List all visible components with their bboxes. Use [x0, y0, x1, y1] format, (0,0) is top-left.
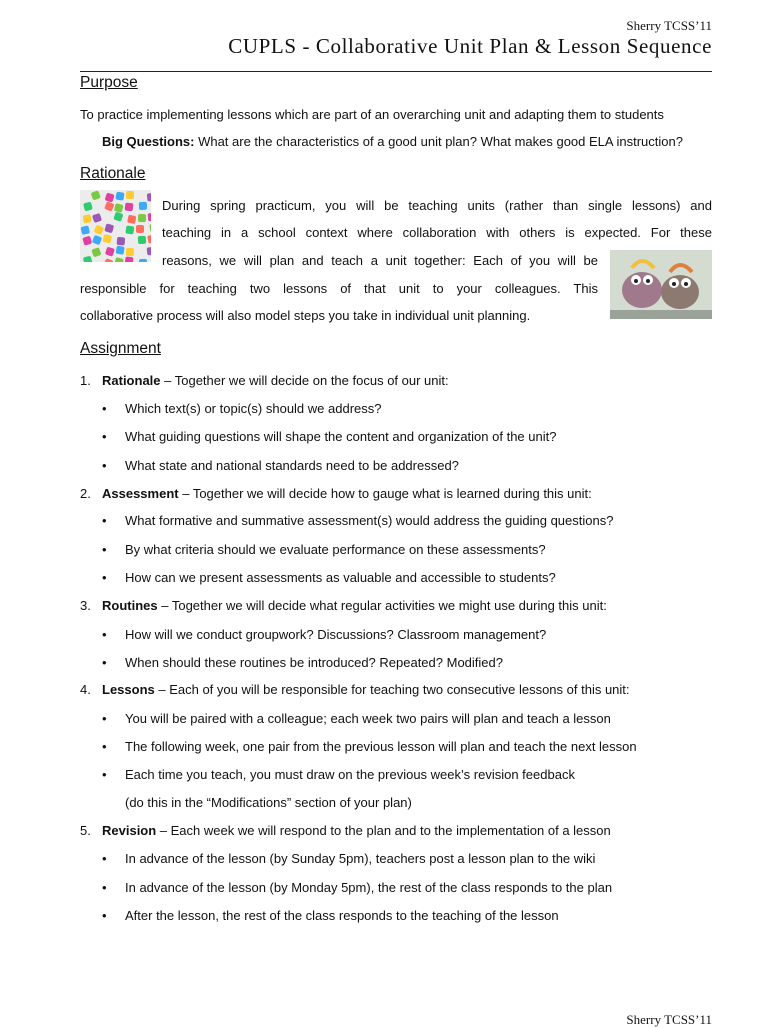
puzzle-piece	[125, 202, 134, 211]
bullet-icon: •	[102, 739, 107, 754]
assignment-item-text: – Each of you will be responsible for teaching two consecutive lessons of this unit:	[154, 682, 630, 697]
assignment-item	[102, 598, 607, 614]
rationale-line-4: responsible for teaching two lessons of that unit to your colleagues. This	[80, 281, 598, 296]
header-divider	[80, 71, 712, 72]
puzzle-piece	[126, 191, 134, 199]
assignment-bullet-continuation: (do this in the “Modifications” section of your plan)	[125, 795, 412, 810]
assignment-item-text: – Together we will decide on the focus of our unit:	[160, 373, 449, 388]
assignment-item-number: 1.	[80, 373, 91, 388]
assignment-item-number: 4.	[80, 682, 91, 697]
assignment-item-text: – Each week we will respond to the plan and to the implementation of a lesson	[156, 823, 611, 838]
bullet-icon: •	[102, 401, 107, 416]
purpose-heading: Purpose	[80, 74, 138, 91]
puzzle-piece	[138, 214, 146, 222]
assignment-bullet: What formative and summative assessment(s) would address the guiding questions?	[125, 513, 614, 528]
assignment-bullet: In advance of the lesson (by Sunday 5pm), teachers post a lesson plan to the wiki	[125, 851, 596, 866]
assignment-item	[102, 486, 592, 502]
assignment-item	[102, 823, 611, 839]
puzzle-piece	[138, 236, 146, 244]
rationale-line-3: reasons, we will plan and teach a unit together: Each of you will be	[162, 253, 598, 268]
assignment-item-label: Assessment	[102, 486, 179, 501]
assignment-bullet: By what criteria should we evaluate performance on these assessments?	[125, 542, 546, 557]
bullet-icon: •	[102, 627, 107, 642]
bullet-icon: •	[102, 655, 107, 670]
assignment-item-label: Lessons	[102, 682, 155, 697]
bullet-icon: •	[102, 570, 107, 585]
puzzle-pieces-image	[80, 190, 151, 262]
rationale-line-1: During spring practicum, you will be teaching units (rather than single lessons) and	[162, 198, 712, 213]
puzzle-piece	[139, 259, 147, 262]
assignment-item-number: 3.	[80, 598, 91, 613]
document-title: CUPLS - Collaborative Unit Plan & Lesson Sequence	[228, 34, 712, 58]
assignment-item	[102, 682, 630, 698]
bullet-icon: •	[102, 458, 107, 473]
rationale-heading: Rationale	[80, 165, 146, 182]
assignment-item-number: 2.	[80, 486, 91, 501]
purpose-text: To practice implementing lessons which are part of an overarching unit and adapting them to students	[80, 107, 664, 122]
footer-author: Sherry TCSS’11	[626, 1012, 712, 1027]
assignment-bullet: When should these routines be introduced? Repeated? Modified?	[125, 655, 503, 670]
assignment-bullet: What state and national standards need to be addressed?	[125, 458, 459, 473]
big-questions-text: What are the characteristics of a good unit plan? What makes good ELA instruction?	[194, 134, 683, 149]
puzzle-piece	[116, 246, 125, 255]
assignment-item-label: Revision	[102, 823, 157, 838]
assignment-bullet: The following week, one pair from the previous lesson will plan and teach the next lesson	[125, 739, 637, 754]
assignment-bullet: Which text(s) or topic(s) should we address?	[125, 401, 382, 416]
assignment-item-label: Routines	[102, 598, 158, 613]
assignment-bullet: Each time you teach, you must draw on the previous week’s revision feedback	[125, 767, 575, 782]
bullet-icon: •	[102, 880, 107, 895]
puppets-image	[610, 250, 712, 319]
assignment-item	[102, 373, 449, 389]
assignment-heading: Assignment	[80, 340, 161, 357]
assignment-item-label: Rationale	[102, 373, 161, 388]
big-questions	[102, 134, 683, 150]
bullet-icon: •	[102, 767, 107, 782]
assignment-item-number: 5.	[80, 823, 91, 838]
assignment-bullet: After the lesson, the rest of the class responds to the teaching of the lesson	[125, 908, 559, 923]
rationale-line-5: collaborative process will also model steps you take in individual unit planning.	[80, 308, 531, 323]
bullet-icon: •	[102, 513, 107, 528]
puppets-icon	[610, 250, 712, 319]
bullet-icon: •	[102, 711, 107, 726]
puzzle-piece	[115, 192, 124, 201]
assignment-bullet: How can we present assessments as valuable and accessible to students?	[125, 570, 556, 585]
bullet-icon: •	[102, 429, 107, 444]
assignment-bullet: How will we conduct groupwork? Discussions? Classroom management?	[125, 627, 547, 642]
big-questions-label: Big Questions:	[102, 134, 195, 149]
puzzle-piece	[83, 214, 92, 223]
bullet-icon: •	[102, 908, 107, 923]
header-author: Sherry TCSS’11	[626, 18, 712, 33]
assignment-item-text: – Together we will decide how to gauge what is learned during this unit:	[178, 486, 592, 501]
puzzle-piece	[125, 225, 134, 234]
bullet-icon: •	[102, 851, 107, 866]
assignment-item-text: – Together we will decide what regular activities we might use during this unit:	[157, 598, 607, 613]
bullet-icon: •	[102, 542, 107, 557]
puzzle-piece	[136, 225, 144, 233]
rationale-line-2: teaching in a school context where collaboration with others is expected. For these	[162, 225, 712, 240]
puzzle-piece	[126, 248, 134, 256]
assignment-bullet: In advance of the lesson (by Monday 5pm), the rest of the class responds to the plan	[125, 880, 613, 895]
assignment-bullet: What guiding questions will shape the content and organization of the unit?	[125, 429, 557, 444]
puzzle-piece	[139, 202, 147, 210]
puzzle-icon	[80, 190, 151, 262]
assignment-bullet: You will be paired with a colleague; each week two pairs will plan and teach a lesson	[125, 711, 611, 726]
puzzle-piece	[127, 215, 136, 224]
puzzle-piece	[117, 237, 126, 246]
